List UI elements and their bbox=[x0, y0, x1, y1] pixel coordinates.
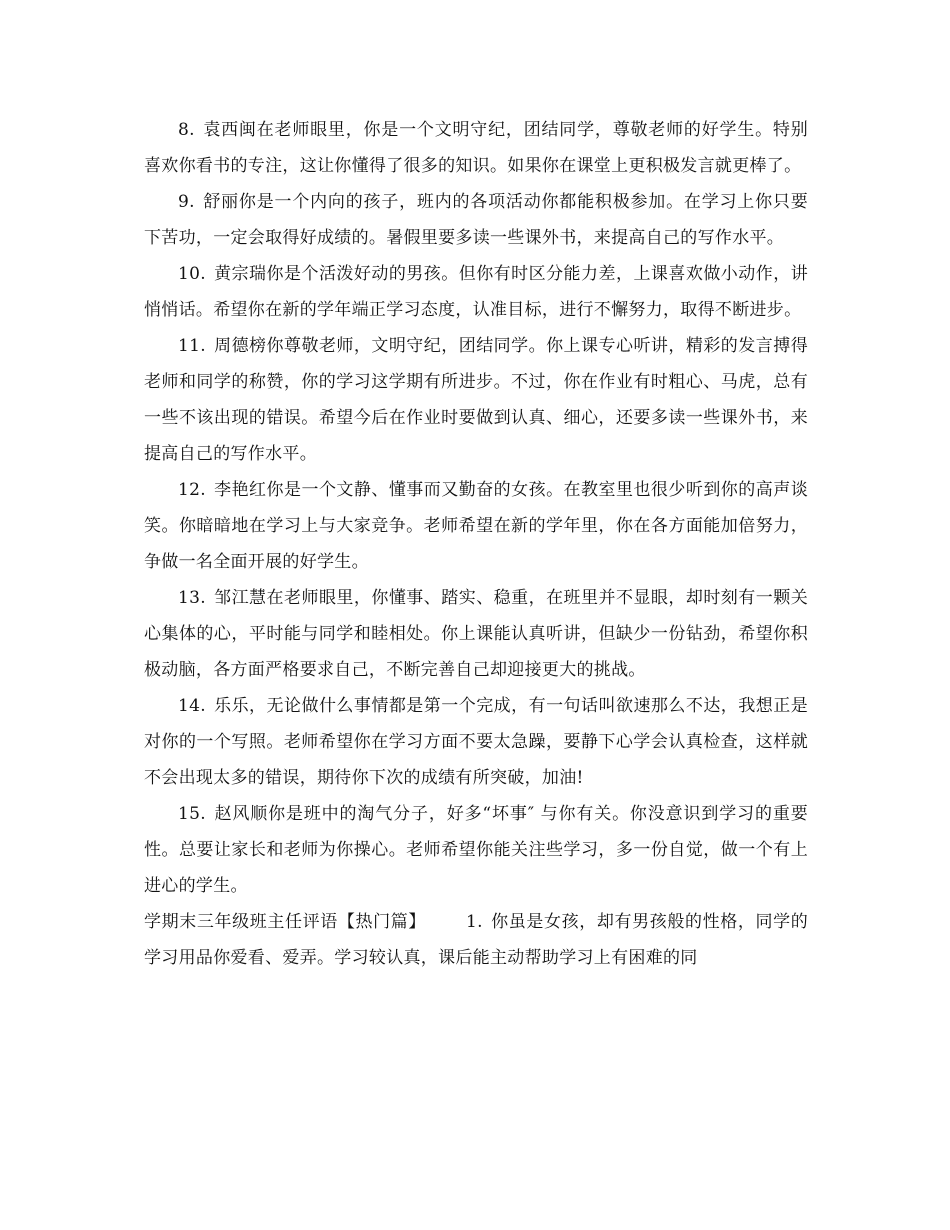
comment-number: 9. bbox=[178, 192, 195, 212]
comment-paragraph bbox=[144, 472, 808, 580]
document-page bbox=[144, 112, 808, 976]
section-heading: 学期末三年级班主任评语【热门篇】 bbox=[144, 912, 426, 932]
comment-paragraph bbox=[144, 580, 808, 688]
comment-number: 14. bbox=[178, 696, 206, 716]
comment-text: 乐乐，无论做什么事情都是第一个完成，有一句话叫欲速那么不达，我想正是对你的一个写照。老师希望你在学习方面不要太急躁，要静下心学会认真检查，这样就不会出现太多的错误，期待你下次的成绩有所突破，加油! bbox=[144, 696, 808, 788]
comment-number: 13. bbox=[178, 588, 206, 608]
comment-text: 周德榜你尊敬老师，文明守纪，团结同学。你上课专心听讲，精彩的发言搏得老师和同学的称赞，你的学习这学期有所进步。不过，你在作业有时粗心、马虎，总有一些不该出现的错误。希望今后在作业时要做到认真、细心，还要多读一些课外书，来提高自己的写作水平。 bbox=[144, 336, 808, 464]
comment-paragraph bbox=[144, 328, 808, 472]
comment-number: 12. bbox=[178, 480, 206, 500]
section-paragraph bbox=[144, 904, 808, 976]
comment-text: 舒丽你是一个内向的孩子，班内的各项活动你都能积极参加。在学习上你只要下苦功，一定会取得好成绩的。暑假里要多读一些课外书，来提高自己的写作水平。 bbox=[144, 192, 808, 248]
comment-number: 15. bbox=[178, 804, 206, 824]
comment-paragraph bbox=[144, 184, 808, 256]
comment-paragraph bbox=[144, 112, 808, 184]
comment-paragraph bbox=[144, 256, 808, 328]
comment-text: 黄宗瑞你是个活泼好动的男孩。但你有时区分能力差，上课喜欢做小动作，讲悄悄话。希望你在新的学年端正学习态度，认准目标，进行不懈努力，取得不断进步。 bbox=[144, 264, 808, 320]
comment-text: 你虽是女孩，却有男孩般的性格，同学的学习用品你爱看、爱弄。学习较认真，课后能主动帮助学习上有困难的同 bbox=[144, 912, 808, 968]
comment-paragraph bbox=[144, 796, 808, 904]
comment-text: 袁西闽在老师眼里，你是一个文明守纪，团结同学，尊敬老师的好学生。特别喜欢你看书的专注，这让你懂得了很多的知识。如果你在课堂上更积极发言就更棒了。 bbox=[144, 120, 808, 176]
comment-number: 1. bbox=[465, 912, 483, 932]
comment-number: 11. bbox=[178, 336, 206, 356]
comment-text: 赵风顺你是班中的淘气分子，好多“坏事″ 与你有关。你没意识到学习的重要性。总要让家长和老师为你操心。老师希望你能关注些学习，多一份自觉，做一个有上进心的学生。 bbox=[144, 804, 808, 896]
comment-number: 10. bbox=[178, 264, 206, 284]
comment-paragraph bbox=[144, 688, 808, 796]
comment-text: 李艳红你是一个文静、懂事而又勤奋的女孩。在教室里也很少听到你的高声谈笑。你暗暗地在学习上与大家竞争。老师希望在新的学年里，你在各方面能加倍努力，争做一名全面开展的好学生。 bbox=[144, 480, 808, 572]
comment-text: 邹江慧在老师眼里，你懂事、踏实、稳重，在班里并不显眼，却时刻有一颗关心集体的心，平时能与同学和睦相处。你上课能认真听讲，但缺少一份钻劲，希望你积极动脑，各方面严格要求自己，不断完善自己却迎接更大的挑战。 bbox=[144, 588, 808, 680]
comment-number: 8. bbox=[178, 120, 195, 140]
